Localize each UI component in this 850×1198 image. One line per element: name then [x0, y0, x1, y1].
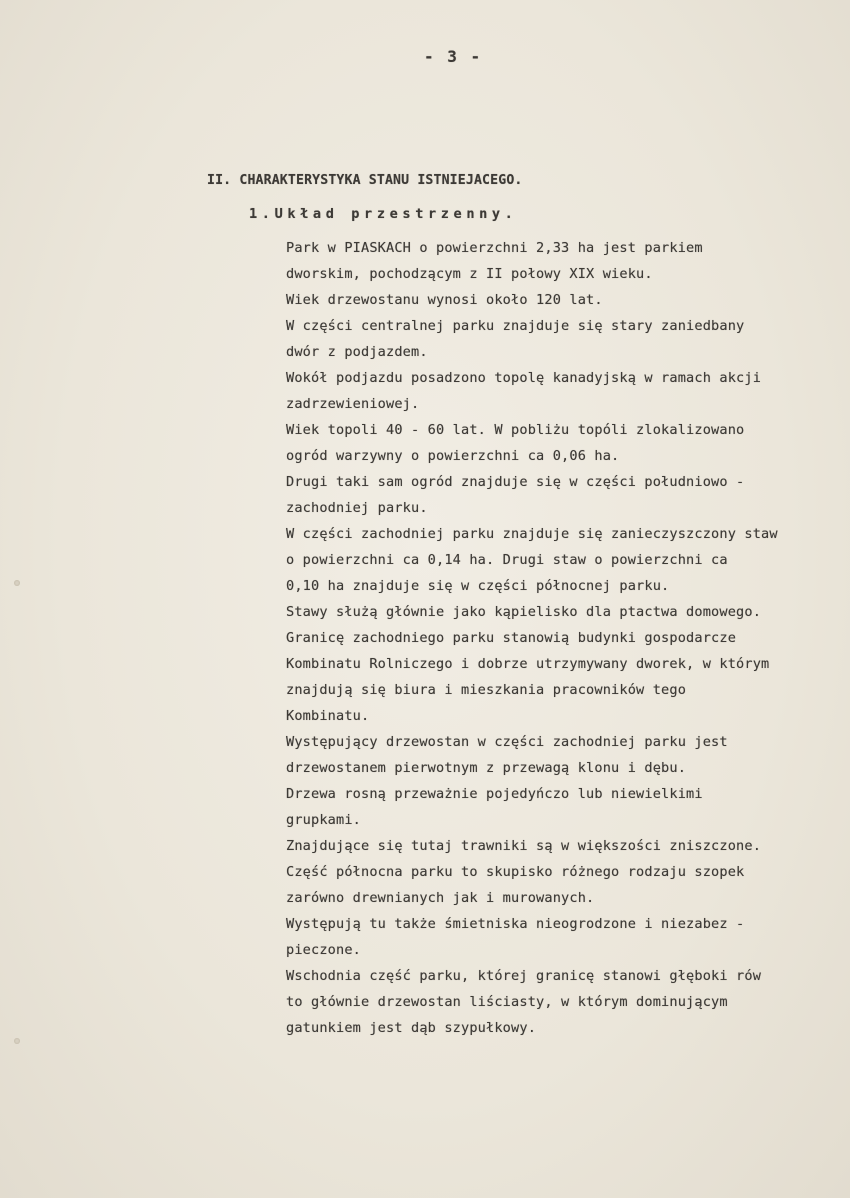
body-line: gatunkiem jest dąb szypułkowy. — [286, 1020, 537, 1036]
body-line: Wokół podjazdu posadzono topolę kanadyjską w ramach akcji — [286, 370, 762, 386]
body-line: zachodniej parku. — [286, 500, 428, 516]
body-line: Wschodnia część parku, której granicę stanowi głęboki rów — [286, 968, 762, 984]
punch-hole — [14, 1038, 20, 1044]
body-line: pieczone. — [286, 942, 362, 958]
page-number: - 3 - — [424, 47, 483, 66]
body-line: 0,10 ha znajduje się w części północnej parku. — [286, 578, 670, 594]
punch-hole — [14, 580, 20, 586]
body-line: zadrzewieniowej. — [286, 396, 420, 412]
body-line: to głównie drzewostan liściasty, w którym dominującym — [286, 994, 728, 1010]
subsection-heading: 1.Układ przestrzenny. — [249, 206, 518, 222]
body-line: znajdują się biura i mieszkania pracowników tego — [286, 682, 687, 698]
body-line: Wiek topoli 40 - 60 lat. W pobliżu topóli zlokalizowano — [286, 422, 745, 438]
body-line: Drugi taki sam ogród znajduje się w części południowo - — [286, 474, 745, 490]
body-line: drzewostanem pierwotnym z przewagą klonu i dębu. — [286, 760, 687, 776]
body-line: Kombinatu Rolniczego i dobrze utrzymywany dworek, w którym — [286, 656, 770, 672]
body-line: grupkami. — [286, 812, 362, 828]
body-line: Wiek drzewostanu wynosi około 120 lat. — [286, 292, 603, 308]
body-line: Kombinatu. — [286, 708, 370, 724]
body-line: Park w PIASKACH o powierzchni 2,33 ha jest parkiem — [286, 240, 703, 256]
body-line: W części centralnej parku znajduje się stary zaniedbany — [286, 318, 745, 334]
body-line: Stawy służą głównie jako kąpielisko dla ptactwa domowego. — [286, 604, 762, 620]
body-line: Część północna parku to skupisko różnego rodzaju szopek — [286, 864, 745, 880]
body-line: Drzewa rosną przeważnie pojedyńczo lub niewielkimi — [286, 786, 703, 802]
body-line: Granicę zachodniego parku stanowią budynki gospodarcze — [286, 630, 737, 646]
section-heading: II. CHARAKTERYSTYKA STANU ISTNIEJACEGO. — [207, 173, 523, 188]
body-line: dworskim, pochodzącym z II połowy XIX wieku. — [286, 266, 653, 282]
body-line: o powierzchni ca 0,14 ha. Drugi staw o powierzchni ca — [286, 552, 728, 568]
body-line: zarówno drewnianych jak i murowanych. — [286, 890, 595, 906]
body-line: ogród warzywny o powierzchni ca 0,06 ha. — [286, 448, 620, 464]
body-line: W części zachodniej parku znajduje się zanieczyszczony staw — [286, 526, 778, 542]
body-line: dwór z podjazdem. — [286, 344, 428, 360]
body-line: Znajdujące się tutaj trawniki są w większości zniszczone. — [286, 838, 762, 854]
body-line: Występujący drzewostan w części zachodniej parku jest — [286, 734, 728, 750]
body-line: Występują tu także śmietniska nieogrodzone i niezabez - — [286, 916, 745, 932]
